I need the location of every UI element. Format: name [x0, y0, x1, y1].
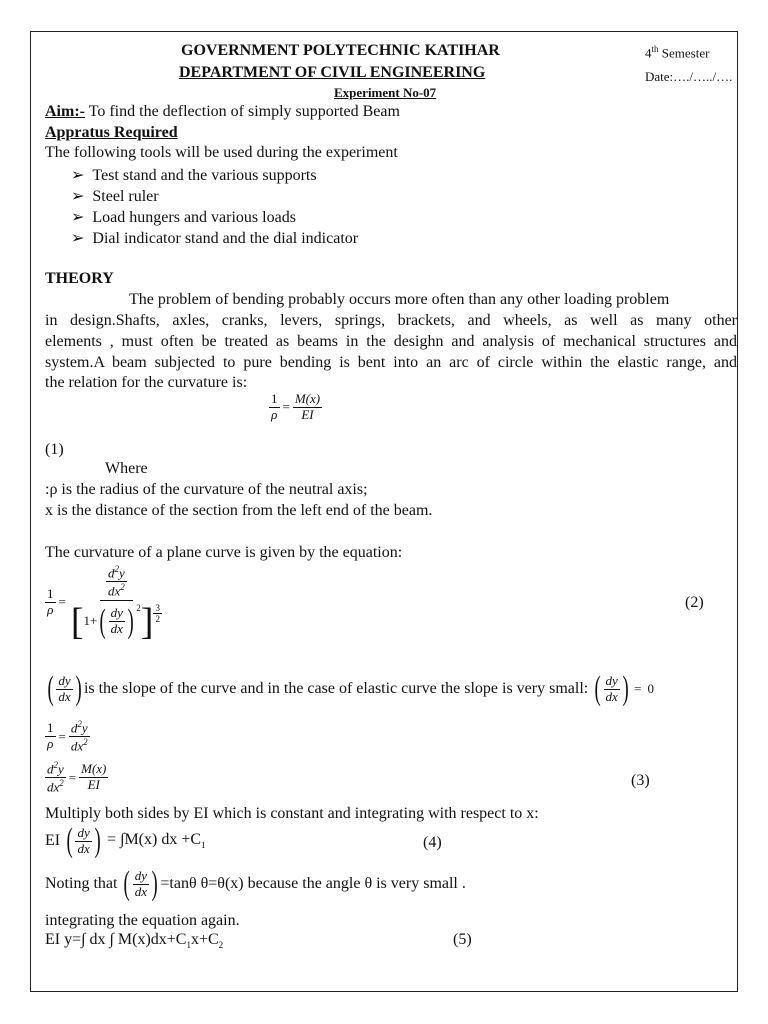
- list-item: ➢ Dial indicator stand and the dial indicator: [71, 230, 359, 247]
- equation-4: EI ( $\frac{dy}{dx}$ ) = ∫M(x) dx $+C_1$: [45, 822, 206, 859]
- aim-text: To find the deflection of simply supported Beam: [84, 103, 400, 120]
- aim-label: Aim:-: [45, 103, 85, 120]
- list-item: ➢ Test stand and the various supports: [71, 167, 317, 184]
- semester-label: 4th Semester: [645, 44, 710, 61]
- aim-line: [45, 103, 400, 121]
- curvature-intro: The curvature of a plane curve is given by the equation:: [45, 544, 403, 561]
- theory-heading: THEORY: [45, 270, 114, 287]
- date-field: Date:…./…../….: [645, 69, 733, 84]
- equation-2-number: (2): [685, 594, 704, 611]
- theory-paragraph-line: elements , must often be treated as beams in the desighn and analysis of mechanical structures and: [45, 333, 737, 350]
- list-item: ➢ Steel ruler: [71, 188, 159, 205]
- arrow-bullet-icon: ➢: [71, 167, 85, 184]
- list-item: ➢ Load hungers and various loads: [71, 209, 296, 226]
- integrating-again: integrating the equation again.: [45, 912, 240, 929]
- equation-2: $\frac{1}{\rho}$ = $\frac{d^2y}{dx^2}$ [ 1+ ( $\frac{dy}{dx}$ ) $^2$ ] $\frac{3}{2}$: [47, 564, 160, 643]
- arrow-bullet-icon: ➢: [71, 188, 85, 205]
- equation-3-number: (3): [631, 772, 650, 789]
- document-page: [30, 31, 738, 992]
- arrow-bullet-icon: ➢: [71, 230, 85, 247]
- arrow-bullet-icon: ➢: [71, 209, 85, 226]
- theory-paragraph-line: The problem of bending probably occurs more often than any other loading problem: [129, 291, 670, 308]
- equation-1-number: (1): [45, 441, 64, 458]
- theory-paragraph-line: system.A beam subjected to pure bending is bent into an arc of circle within the elastic range, and: [45, 354, 737, 371]
- multiply-statement: Multiply both sides by EI which is constant and integrating with respect to x:: [45, 805, 539, 822]
- apparatus-intro: The following tools will be used during the experiment: [45, 144, 398, 161]
- equation-3: $\frac{d^2y}{dx^2}$ = $\frac{M(x)}{EI}$: [47, 760, 107, 795]
- experiment-number: Experiment No-07: [334, 85, 437, 100]
- theory-paragraph-line: in design.Shafts, axles, cranks, levers, springs, brackets, and wheels, as well as many other: [45, 312, 737, 329]
- equation-5: EI y=∫ dx ∫ $M(x)dx+C_1x+C_2$: [45, 931, 224, 951]
- institute-title: GOVERNMENT POLYTECHNIC KATIHAR: [181, 42, 500, 59]
- department-title: DEPARTMENT OF CIVIL ENGINEERING: [179, 64, 486, 81]
- noting-statement: Noting that ( $\frac{dy}{dx}$ ) =tanθ θ=θ(x) because the angle θ is very small .: [45, 865, 466, 902]
- equation-1: $\frac{1}{\rho}$ = $\frac{M(x)}{EI}$: [271, 391, 321, 422]
- equation-5-number: (5): [453, 931, 472, 948]
- curvature-approx-equation: $\frac{1}{\rho}$ = $\frac{d^2y}{dx^2}$: [47, 719, 88, 754]
- x-definition: x is the distance of the section from the left end of the beam.: [45, 502, 433, 519]
- slope-statement: ( $\frac{dy}{dx}$ ) is the slope of the curve and in the case of elastic curve the slope is very small: ( $\frac{dy}{dx}$ ) = 0: [47, 670, 654, 707]
- where-label: Where: [105, 460, 148, 477]
- theory-paragraph-line: the relation for the curvature is:: [45, 374, 248, 391]
- apparatus-heading: Appratus Required: [45, 124, 178, 141]
- equation-4-number: (4): [423, 834, 442, 851]
- rho-definition: :ρ is the radius of the curvature of the neutral axis;: [45, 481, 368, 498]
